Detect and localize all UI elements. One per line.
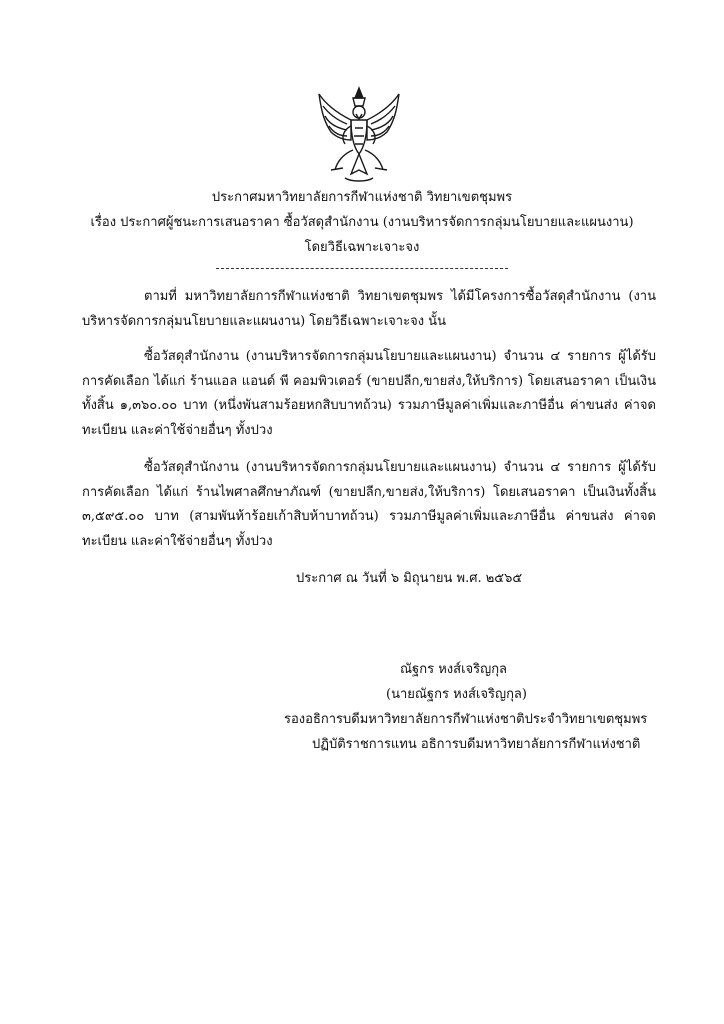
announcement-title: ประกาศมหาวิทยาลัยการกีฬาแห่งชาติ วิทยาเขตชุมพร (211, 190, 513, 205)
winner-paragraph-2 (82, 456, 656, 554)
signature-signed-name: ณัฐกร หงส์เจริญกุล (400, 662, 508, 677)
signature-position-2: ปฏิบัติราชการแทน อธิการบดีมหาวิทยาลัยการกีฬาแห่งชาติ (312, 737, 641, 752)
announcement-date: ประกาศ ณ วันที่ ๖ มิถุนายน พ.ศ. ๒๕๖๕ (296, 571, 523, 586)
signature-position-1: รองอธิการบดีมหาวิทยาลัยการกีฬาแห่งชาติประจำวิทยาเขตชุมพร (284, 712, 648, 727)
intro-paragraph (82, 285, 656, 334)
winner-text-2: ซื้อวัสดุสำนักงาน (งานบริหารจัดการกลุ่มนโยบายและแผนงาน) จำนวน ๔ รายการ ผู้ได้รับการคัดเลือก ได้แก่ ร้านไพศาลศึกษาภัณฑ์ (ขายปลีก,ขายส่ง,ให้บริการ) โดยเสนอราคา เป็นเงินทั้งสิ้น ๓,๕๙๕.๐๐ บาท (สามพันห้าร้อยเก้าสิบห้าบาทถ้วน) รวมภาษีมูลค่าเพิ่มและภาษีอื่น ค่าขนส่ง ค่าจดทะเบียน และค่าใช้จ่ายอื่นๆ ทั้งปวง (82, 460, 656, 549)
announcement-subject: เรื่อง ประกาศผู้ชนะการเสนอราคา ซื้อวัสดุสำนักงาน (งานบริหารจัดการกลุ่มนโยบายและแผนงาน) (90, 215, 634, 230)
winner-text-1: ซื้อวัสดุสำนักงาน (งานบริหารจัดการกลุ่มนโยบายและแผนงาน) จำนวน ๔ รายการ ผู้ได้รับการคัดเลือก ได้แก่ ร้านแอล แอนด์ พี คอมพิวเตอร์ (ขายปลีก,ขายส่ง,ให้บริการ) โดยเสนอราคา เป็นเงินทั้งสิ้น ๑,๓๖๐.๐๐ บาท (หนึ่งพันสามร้อยหกสิบบาทถ้วน) รวมภาษีมูลค่าเพิ่มและภาษีอื่น ค่าขนส่ง ค่าจดทะเบียน และค่าใช้จ่ายอื่นๆ ทั้งปวง (82, 349, 656, 438)
divider (216, 268, 508, 269)
signature-printed-name: (นายณัฐกร หงส์เจริญกุล) (386, 687, 527, 702)
garuda-emblem-icon (313, 84, 405, 186)
intro-text: ตามที่ มหาวิทยาลัยการกีฬาแห่งชาติ วิทยาเขตชุมพร ได้มีโครงการซื้อวัสดุสำนักงาน (งานบริหารจัดการกลุ่มนโยบายและแผนงาน) โดยวิธีเฉพาะเจาะจง นั้น (82, 289, 656, 329)
winner-paragraph-1 (82, 345, 656, 443)
procurement-method: โดยวิธีเฉพาะเจาะจง (304, 240, 420, 255)
